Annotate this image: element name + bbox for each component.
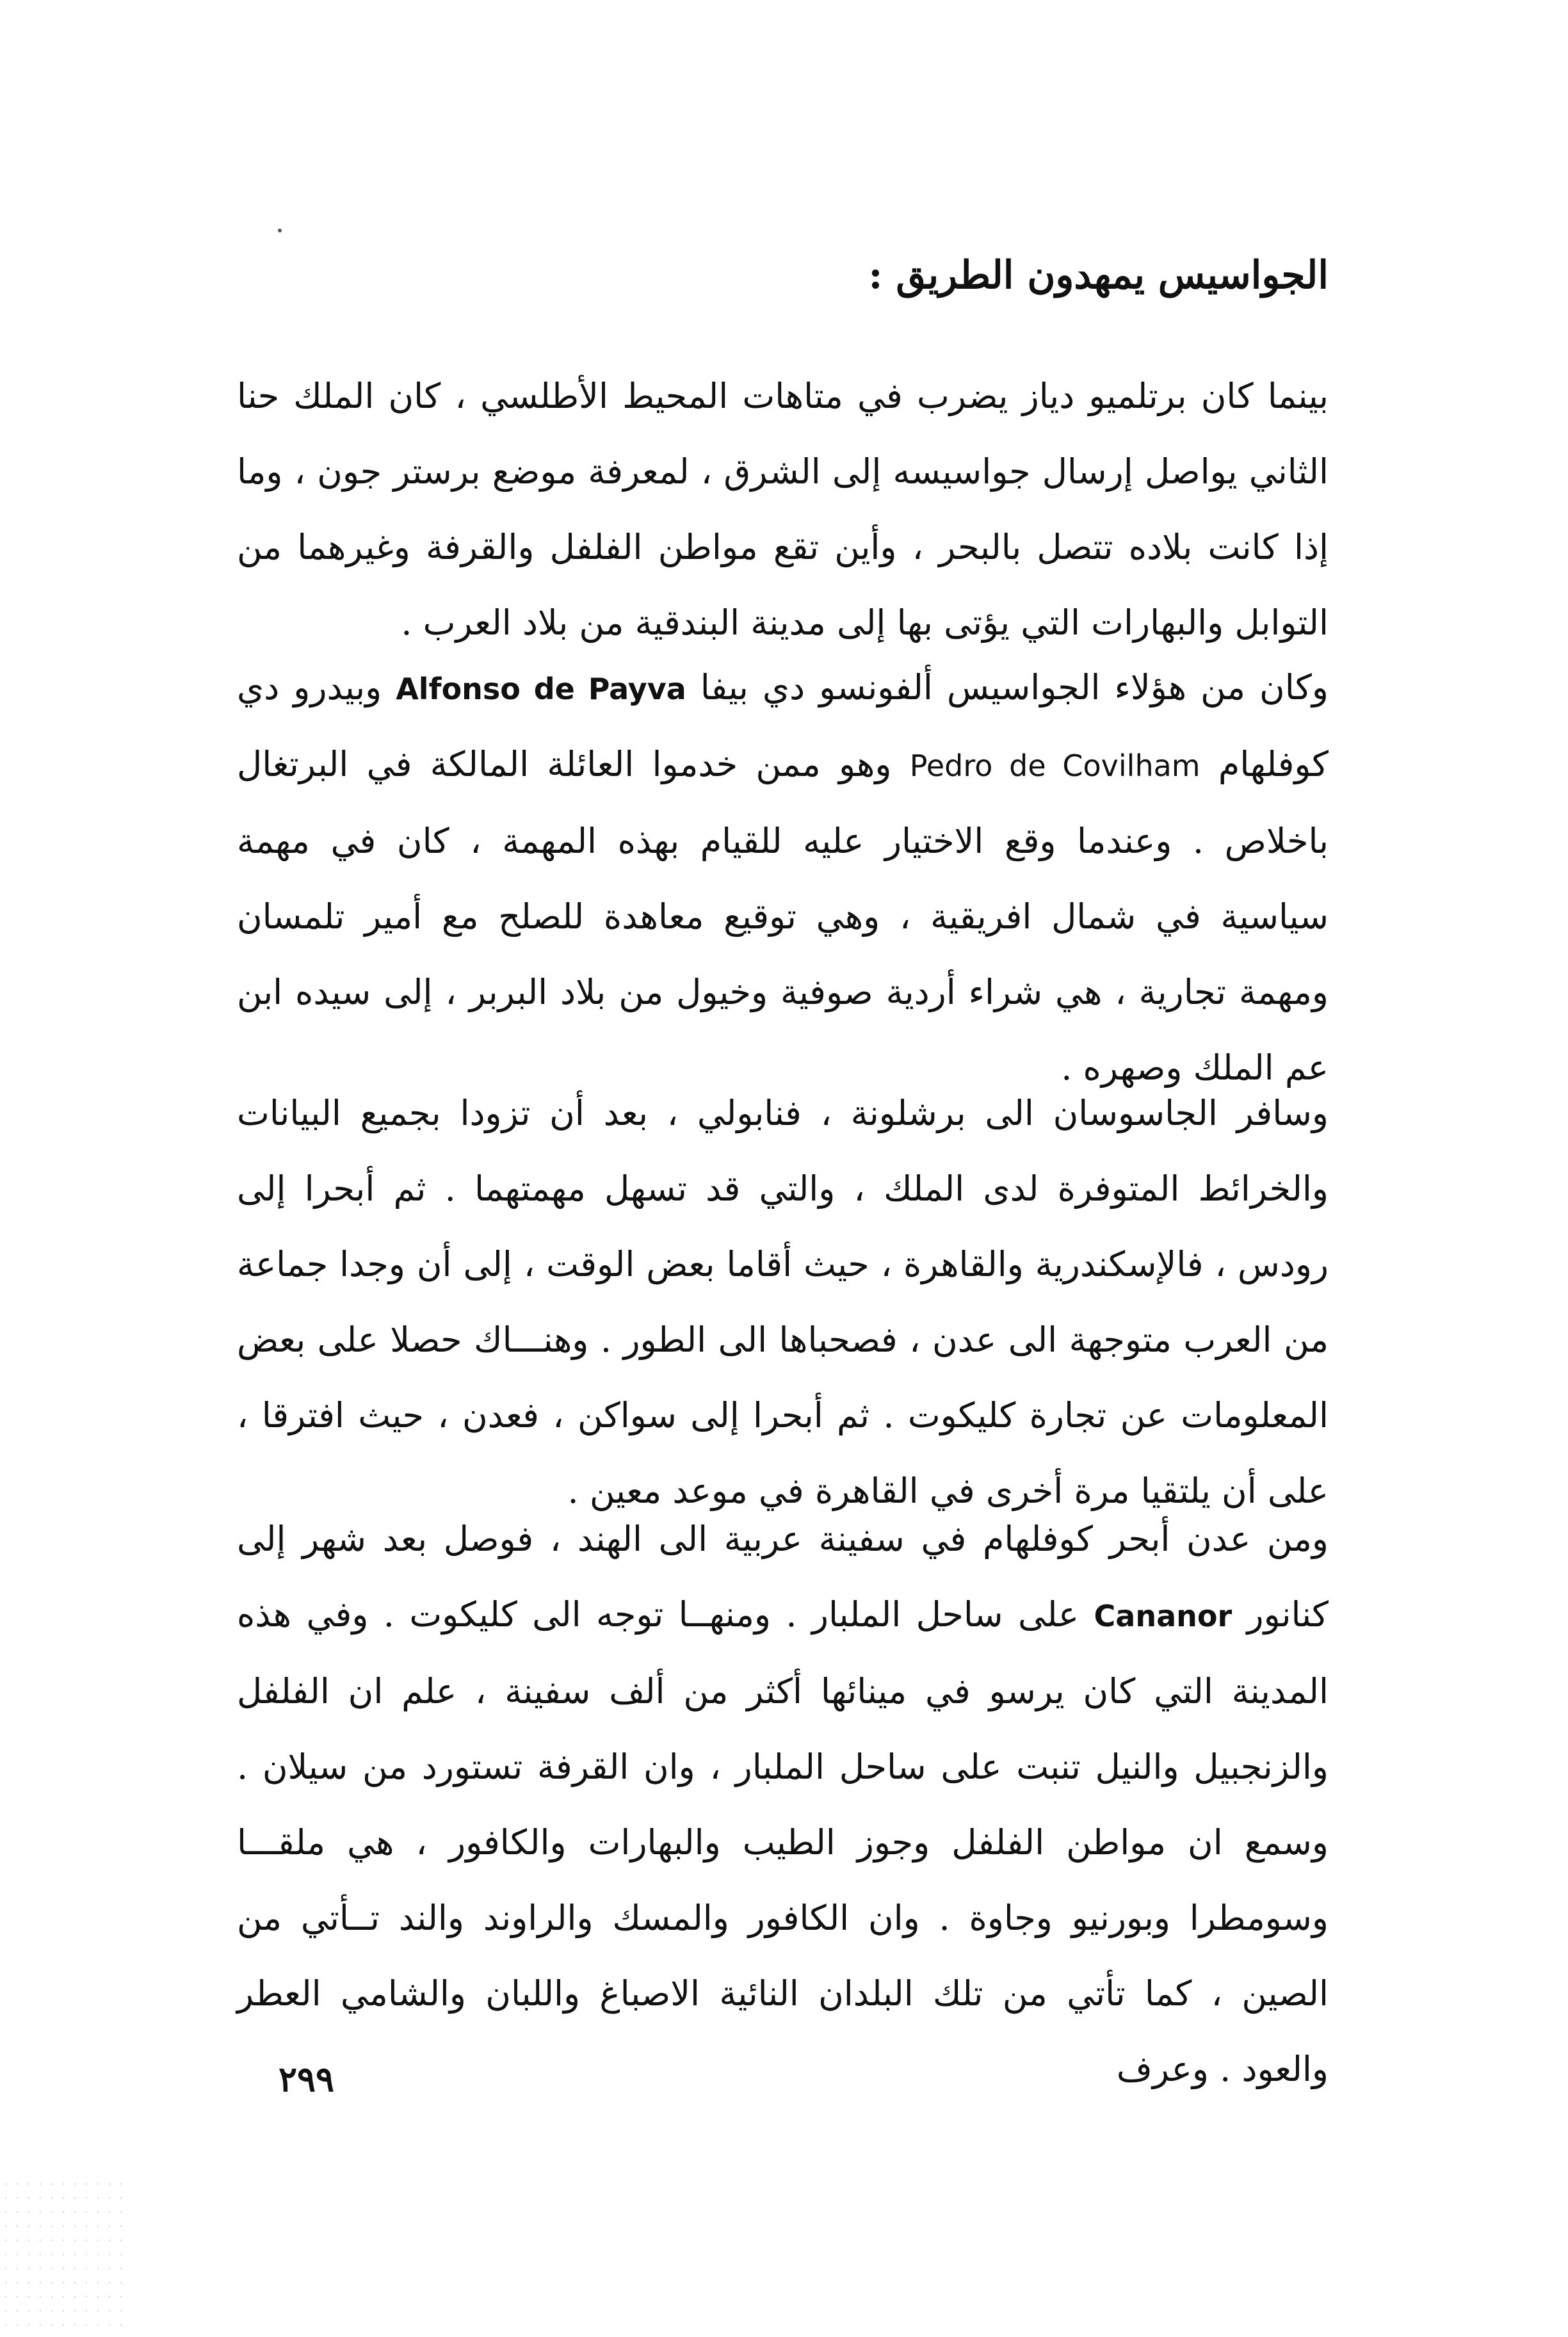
paragraph-text-part: بينما كان برتلميو دياز يضرب في متاهات المحيط الأطلسي ، كان الملك حنا الثاني يواصل إرسال جواسيسه إلى الشرق ، لمعرفة موضع برستر جون ، وما إذا كانت بلاده تتصل بالبحر ، وأين تقع مواطن الفلفل والقرفة وغيرهما من التوابل والبهارات التي يؤتى بها إلى مدينة البندقية من بلاد العرب . bbox=[237, 376, 1329, 643]
scan-dot bbox=[278, 229, 282, 232]
paragraph-text bbox=[237, 1501, 1329, 2107]
paragraph-text-part: ومن عدن أبحر كوفلهام في سفينة عربية الى الهند ، فوصل بعد شهر إلى كنانور bbox=[237, 1519, 1329, 1635]
paragraph-1 bbox=[237, 359, 1329, 661]
paragraph-text-part: وسافر الجاسوسان الى برشلونة ، فنابولي ، بعد أن تزودا بجميع البيانات والخرائط المتوفرة لدى الملك ، والتي قد تسهل مهمتهما . ثم أبحرا إلى رودس ، فالإسكندرية والقاهرة ، حيث أقاما بعض الوقت ، إلى أن وجدا جماعة من العرب متوجهة الى عدن ، فصحباها الى الطور . وهنـــاك حصلا على بعض المعلومات عن تجارة كليكوت . ثم أبحرا إلى سواكن ، فعدن ، حيث افترقا ، على أن يلتقيا مرة أخرى في القاهرة في موعد معين . bbox=[237, 1093, 1329, 1511]
paragraph-text bbox=[237, 1076, 1329, 1529]
paragraph-3 bbox=[237, 1076, 1329, 1529]
paragraph-text bbox=[237, 359, 1329, 661]
paragraph-text-part: على ساحل الملبار . ومنهــا توجه الى كليكوت . وفي هذه المدينة التي كان يرسو في مينائها أكثر من ألف سفينة ، علم ان الفلفل والزنجبيل والنيل تنبت على ساحل الملبار ، وان القرفة تستورد من سيلان . وسمع ان مواطن الفلفل وجوز الطيب والبهارات والكافور ، هي ملقـــا وسومطرا وبورنيو وجاوة . وان الكافور والمسك والراوند والند تــأتي من الصين ، كما تأتي من تلك البلدان النائية الاصباغ واللبان والشامي العطر والعود . وعرف bbox=[237, 1594, 1329, 2089]
paragraph-text-part: وبيدرو دي كوفلهام bbox=[237, 667, 1329, 784]
paragraph-text-part: وكان من هؤلاء الجواسيس ألفونسو دي بيفا bbox=[700, 667, 1329, 708]
paragraph-4 bbox=[237, 1501, 1329, 2107]
section-heading: الجواسيس يمهدون الطريق : bbox=[868, 253, 1329, 298]
page-number: ٢٩٩ bbox=[279, 2058, 335, 2099]
scan-noise bbox=[0, 2177, 128, 2337]
paragraph-text-part: وهو ممن خدموا العائلة المالكة في البرتغال باخلاص . وعندما وقع الاختيار عليه للقيام بهذه المهمة ، كان في مهمة سياسية في شمال افريقية ، وهي توقيع معاهدة للصلح مع أمير تلمسان ومهمة تجارية ، هي شراء أردية صوفية وخيول من بلاد البربر ، إلى سيده ابن عم الملك وصهره . bbox=[237, 744, 1329, 1088]
latin-name-cananor: Cananor bbox=[1094, 1599, 1233, 1633]
latin-name-alfonso: Alfonso de Payva bbox=[396, 672, 686, 706]
latin-name-pedro: Pedro de Covilham bbox=[909, 748, 1200, 783]
paragraph-text bbox=[237, 650, 1329, 1106]
paragraph-2 bbox=[237, 650, 1329, 1106]
